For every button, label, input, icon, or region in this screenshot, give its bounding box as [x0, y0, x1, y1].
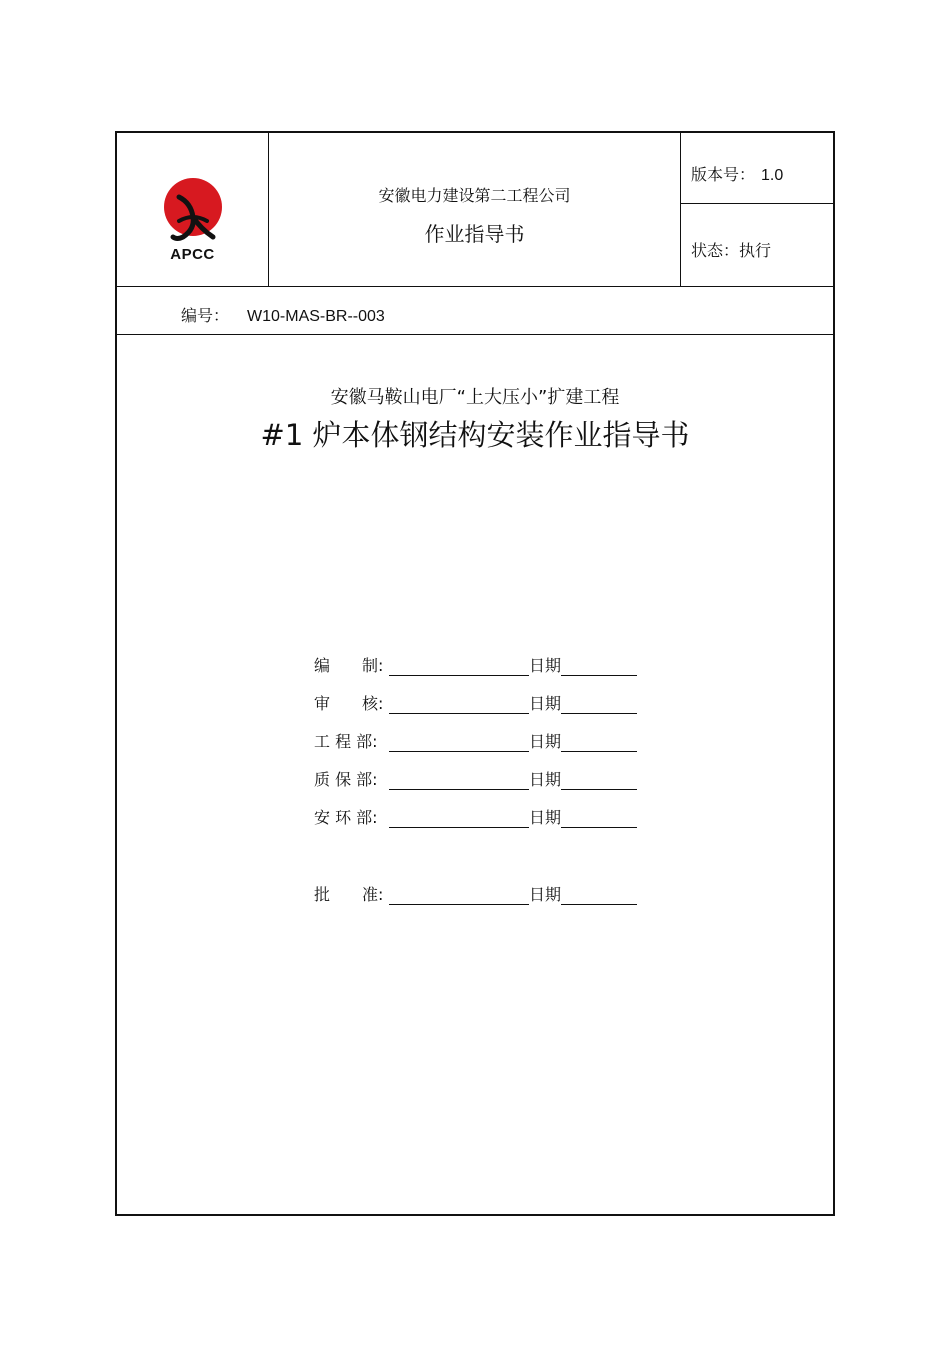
date-blank[interactable]	[561, 809, 637, 828]
signoff-row	[314, 767, 637, 791]
document-type: 作业指导书	[424, 222, 525, 246]
version-value: 1.0	[761, 167, 784, 184]
signoff-role: 安 环 部:	[314, 808, 378, 827]
date-label: 日期	[529, 656, 562, 675]
date-blank[interactable]	[561, 733, 637, 752]
signoff-row	[314, 653, 637, 677]
signoff-role: 审 核:	[314, 694, 384, 713]
header-table	[117, 133, 833, 287]
status-row	[681, 204, 833, 286]
apcc-logo-icon	[161, 177, 225, 247]
signoff-row	[314, 805, 637, 829]
signoff-role: 编 制:	[314, 656, 384, 675]
status	[691, 238, 771, 261]
date-label: 日期	[529, 885, 562, 904]
project-name: 安徽马鞍山电厂“上大压小”扩建工程	[330, 387, 620, 408]
signature-blank[interactable]	[389, 733, 529, 752]
date-label: 日期	[529, 732, 562, 751]
date-label: 日期	[529, 770, 562, 789]
signoff-role: 工 程 部:	[314, 732, 378, 751]
signature-blank[interactable]	[389, 809, 529, 828]
meta-cell	[681, 133, 833, 286]
number-label: 编号：	[181, 306, 230, 325]
date-label: 日期	[529, 694, 562, 713]
date-blank[interactable]	[561, 695, 637, 714]
signature-blank[interactable]	[389, 657, 529, 676]
signature-blank[interactable]	[389, 695, 529, 714]
logo-text: APCC	[170, 246, 215, 263]
signoff-role: 批 准:	[314, 885, 384, 904]
version-label: 版本号：	[691, 165, 756, 184]
signoff-row	[314, 729, 637, 753]
signoff-row	[314, 691, 637, 715]
date-blank[interactable]	[561, 657, 637, 676]
status-value: 执行	[739, 241, 772, 260]
version	[691, 162, 783, 185]
document-frame	[115, 131, 835, 1216]
signoff-role: 质 保 部:	[314, 770, 378, 789]
date-label: 日期	[529, 808, 562, 827]
date-blank[interactable]	[561, 886, 637, 905]
logo-cell	[117, 133, 269, 286]
document-number	[181, 303, 385, 326]
page-title: #1 炉本体钢结构安装作业指导书	[260, 418, 690, 452]
date-blank[interactable]	[561, 771, 637, 790]
version-row	[681, 133, 833, 204]
title-cell	[269, 133, 681, 286]
signature-blank[interactable]	[389, 771, 529, 790]
status-label: 状态：	[691, 241, 740, 260]
company-name: 安徽电力建设第二工程公司	[378, 186, 571, 205]
signature-blank[interactable]	[389, 886, 529, 905]
signoff-row	[314, 882, 637, 906]
number-value: W10-MAS-BR--003	[247, 308, 385, 325]
document-number-row	[117, 287, 833, 335]
